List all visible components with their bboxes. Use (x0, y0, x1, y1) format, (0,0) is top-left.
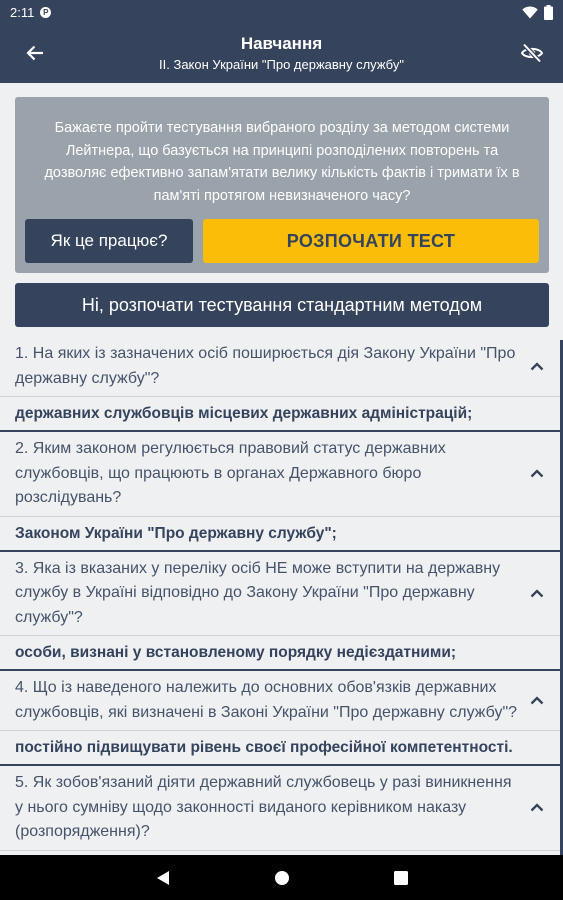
page-title: Навчання (240, 34, 323, 53)
status-bar (0, 0, 563, 24)
app-bar (0, 24, 563, 83)
chevron-up-icon[interactable] (523, 794, 551, 822)
question-row[interactable] (0, 552, 563, 637)
chevron-up-icon[interactable] (523, 687, 551, 715)
leitner-prompt: Бажаєте пройти тестування вибраного розділу за методом системи Лейтнера, що базується на принципі розподілених повторень та дозволяє ефективно запам'ятати велику кількість фактів і тримати їх в пам'яті протягом невизначеного часу? (44, 120, 520, 204)
question-row[interactable] (0, 337, 563, 397)
qa-item[interactable] (0, 337, 563, 432)
question-row[interactable] (0, 432, 563, 517)
leitner-card (15, 97, 549, 273)
qa-item[interactable] (0, 766, 563, 855)
chevron-up-icon[interactable] (523, 460, 551, 488)
how-it-works-button[interactable]: Як це працює? (25, 219, 193, 263)
nav-back-icon[interactable] (156, 870, 170, 886)
chevron-up-icon[interactable] (523, 579, 551, 607)
question-text: 4. Що із наведеного належить до основних обов'язків державних службовців, які визначені в Законі України "Про державну службу"? (15, 679, 518, 721)
question-text: 3. Яка із вказаних у переліку осіб НЕ може вступити на державну службу в Україні відповідно до Закону України "Про державну службу"? (15, 559, 501, 626)
qa-item[interactable] (0, 671, 563, 766)
wifi-icon (522, 6, 538, 19)
page-subtitle: ІІ. Закон України "Про державну службу" (159, 57, 404, 72)
question-text: 5. Як зобов'язаний діяти державний службовець у разі виникнення у нього сумніву щодо законності виданого керівником наказу (розпорядження)? (15, 774, 512, 840)
answer-text: особи, визнані у встановленому порядку недієздатними; (15, 644, 457, 661)
hide-answers-button[interactable] (517, 38, 547, 68)
question-text: 1. На яких із зазначених осіб поширюється дія Закону України "Про державну службу"? (15, 345, 516, 387)
chevron-up-icon[interactable] (523, 353, 551, 381)
nav-home-icon[interactable] (274, 870, 290, 886)
start-test-button[interactable]: РОЗПОЧАТИ ТЕСТ (203, 219, 539, 263)
title-block (60, 33, 503, 74)
answer-text: Законом України "Про державну службу"; (15, 524, 337, 542)
nav-recents-icon[interactable] (394, 871, 408, 885)
back-button[interactable] (20, 38, 50, 68)
answer-text: постійно підвищувати рівень своєї професійної компетентності. (15, 739, 513, 756)
arrow-back-icon (26, 44, 44, 62)
question-list[interactable] (0, 337, 563, 855)
battery-icon (544, 5, 553, 20)
system-nav-bar (0, 855, 563, 900)
question-text: 2. Яким законом регулюється правовий статус державних службовців, що працюють в органах Державного бюро розслідувань? (15, 440, 446, 506)
question-row[interactable] (0, 766, 563, 851)
question-row[interactable] (0, 671, 563, 731)
qa-item[interactable] (0, 432, 563, 552)
app-notification-icon: P (40, 7, 51, 18)
standard-test-button[interactable]: Ні, розпочати тестування стандартним методом (15, 283, 549, 327)
visibility-off-icon (521, 43, 543, 63)
status-time: 2:11 (10, 4, 35, 20)
answer-text: державних службовців місцевих державних адміністрацій; (15, 405, 473, 422)
qa-item[interactable] (0, 552, 563, 672)
status-icons (522, 5, 553, 20)
